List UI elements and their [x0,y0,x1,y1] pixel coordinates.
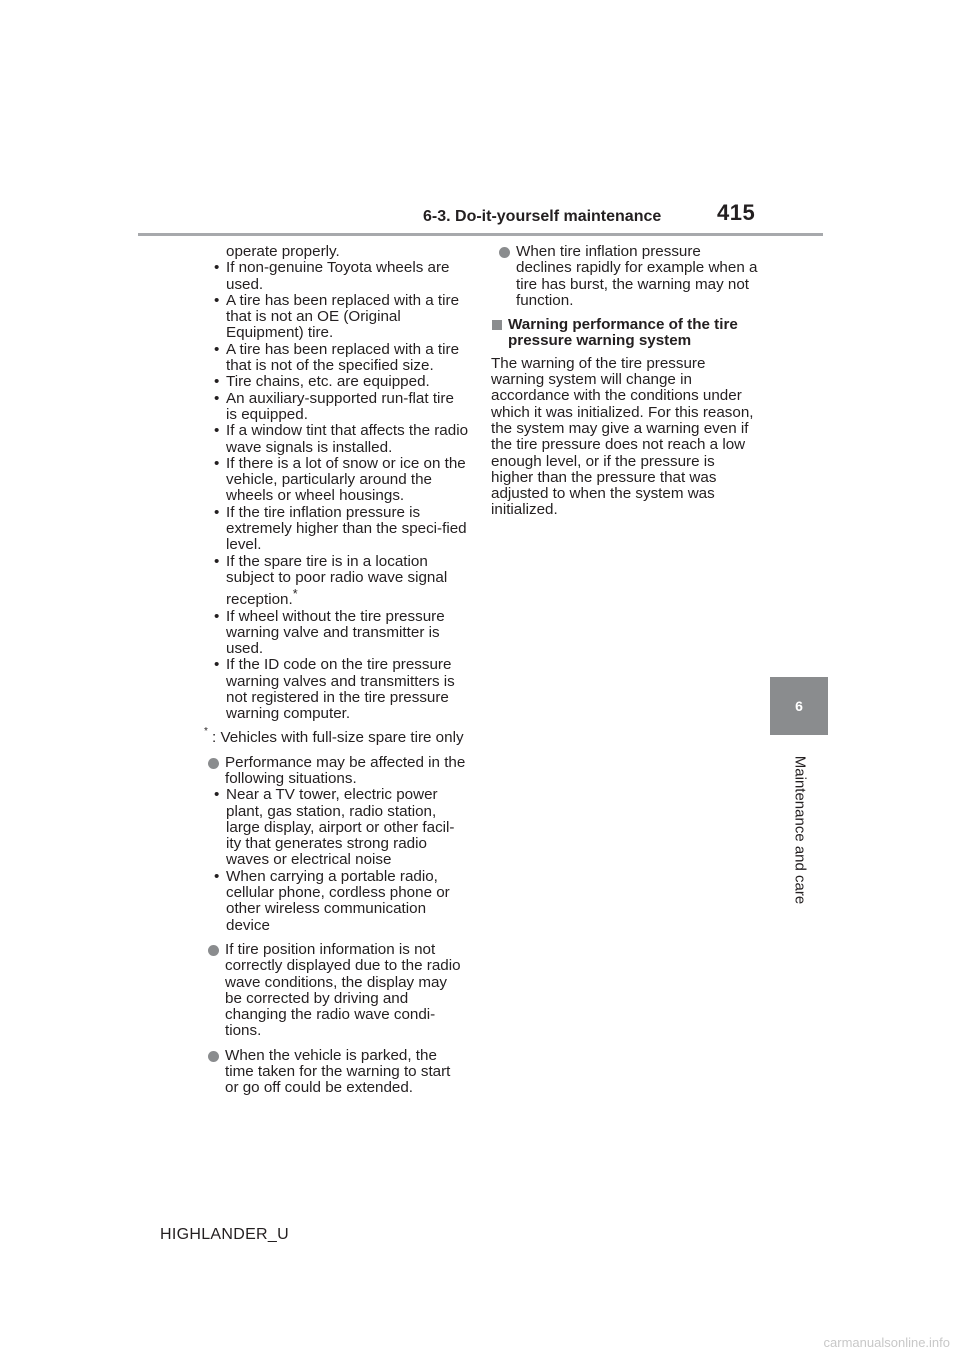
bullet-icon: • [214,291,220,309]
list-item: • If a window tint that affects the radio wave signals is installed. [214,422,469,456]
chapter-side-label [790,745,810,915]
bullet-icon: • [214,656,220,674]
bullet-icon: • [214,389,220,407]
circle-bullet-icon [499,247,510,258]
circle-bullet-icon [208,945,219,956]
bullet-icon: • [214,373,220,391]
circle-bullet-icon [208,758,219,769]
bullet-icon: • [214,867,220,885]
footnote-ref: * [292,587,298,602]
chapter-title: Maintenance and care [791,755,809,905]
bullet-icon: • [214,422,220,440]
chapter-tab [770,677,828,735]
list-item: • A tire has been replaced with a tire that is not of the specified size. [214,340,460,375]
list-item: • A tire has been replaced with a tire that is not an OE (Original Equipment) tire. [214,291,460,342]
model-footer: HIGHLANDER_U [160,1226,289,1243]
list-item: Performance may be affected in the following situations. [200,755,468,788]
footnote [200,725,468,747]
section-title: 6-3. Do-it-yourself maintenance [423,208,662,225]
list-item: When tire inflation pressure declines rapidly for example when a tire has burst, the warning may not function. [491,244,759,309]
chapter-number: 6 [795,698,803,714]
bullet-icon: • [214,340,220,358]
left-column [200,244,468,1097]
watermark: carmanualsonline.info [823,1335,950,1350]
right-column [491,244,759,519]
list-item: If tire position information is not correctly displayed due to the radio wave conditions, the display may be corrected by driving and changing the radio wave condi-tions. [200,942,468,1040]
list-item: • If there is a lot of snow or ice on the vehicle, particularly around the wheels or wheel housings. [214,454,466,505]
list-item: • If the spare tire is in a location subject to poor radio wave signal reception.* [214,552,448,609]
bullet-icon: • [214,454,220,472]
circle-bullet-icon [208,1051,219,1062]
square-bullet-icon [492,320,502,330]
bullet-icon: • [214,607,220,625]
list-item: • An auxiliary-supported run-flat tire is equipped. [214,389,454,423]
section-heading: Warning performance of the tire pressure warning system [491,317,759,350]
list-item: When the vehicle is parked, the time taken for the warning to start or go off could be extended. [200,1048,468,1097]
list-item: • Near a TV tower, electric power plant, gas station, radio station, large display, airport or other facil-ity that generates strong radio waves or electrical noise [214,786,455,869]
list-item: • If the tire inflation pressure is extremely higher than the speci-fied level. [214,503,467,554]
header-divider [138,233,823,236]
bullet-icon: • [214,503,220,521]
bullet-icon: • [214,786,220,804]
body-paragraph: The warning of the tire pressure warning system will change in accordance with the conditions under which it was initialized. For this reason, the system may give a warning even if the tire pressure does not reach a low enough level, or if the pressure is higher than the pressure that was adjusted to when the system was initialized. [491,354,754,519]
bullet-icon: • [214,552,220,570]
list-item: • If wheel without the tire pressure warning valve and transmitter is used. [214,607,445,658]
footnote-mark: * [204,725,208,737]
list-item: • If the ID code on the tire pressure warning valves and transmitters is not registered in the tire pressure warning computer. [214,656,455,723]
continued-text: operate properly. [226,243,340,260]
footnote-text: : Vehicles with full-size spare tire only [212,728,464,746]
list-item: • If non-genuine Toyota wheels are used. [214,259,450,293]
page-number: 415 [717,200,756,225]
list-item: • When carrying a portable radio, cellular phone, cordless phone or other wireless communication device [214,867,450,934]
list-item: • Tire chains, etc. are equipped. [214,373,430,391]
bullet-icon: • [214,259,220,277]
